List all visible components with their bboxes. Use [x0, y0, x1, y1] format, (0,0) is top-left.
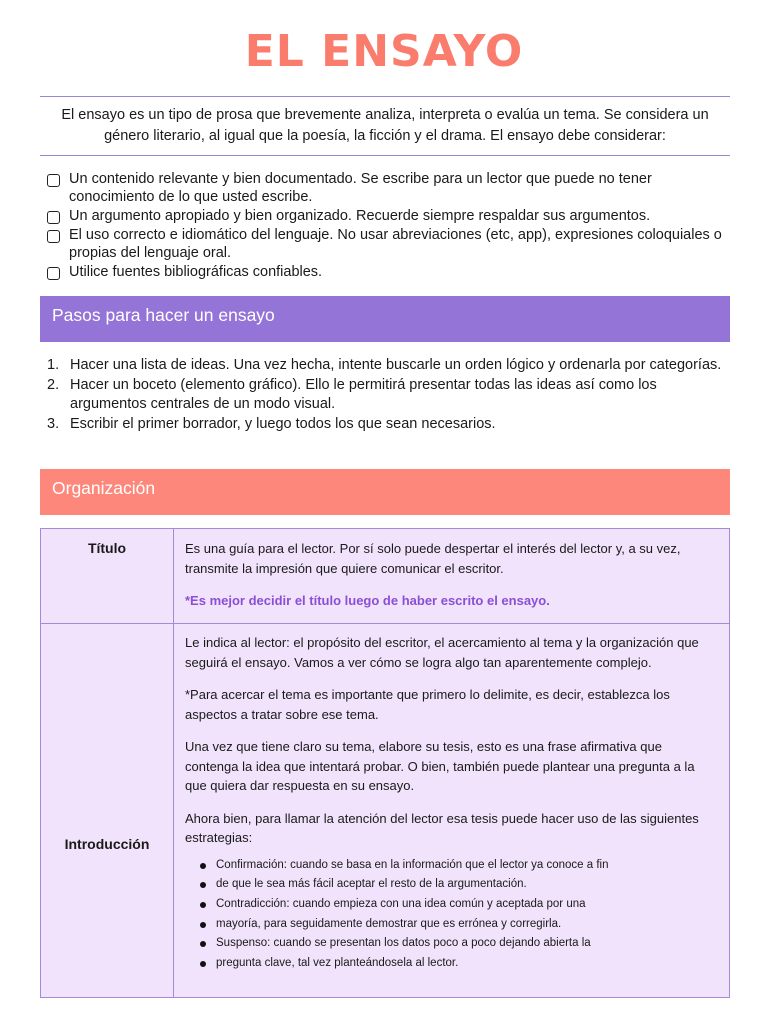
bullet-icon	[200, 941, 206, 947]
list-item-text: Confirmación: cuando se basa en la información que el lector ya conoce a fin	[216, 858, 609, 871]
checklist-item	[47, 207, 727, 225]
list-item-text: Contradicción: cuando empieza con una idea común y aceptada por una	[216, 897, 586, 910]
step-item	[47, 415, 727, 435]
checklist-item	[47, 226, 727, 262]
paragraph: *Para acercar el tema es importante que primero lo delimite, es decir, establezca los aspectos a tratar sobre ese tema.	[185, 687, 670, 722]
list-item	[185, 934, 715, 954]
paragraph: Es una guía para el lector. Por sí solo puede despertar el interés del lector y, a su vez, transmite la impresión que quiere comunicar el escritor.	[185, 541, 681, 576]
organization-table	[40, 528, 730, 998]
row-label-text: Introducción	[64, 836, 150, 852]
checkbox-icon[interactable]	[47, 230, 60, 243]
step-item	[47, 356, 727, 376]
bullet-icon	[200, 961, 206, 967]
list-item	[185, 856, 715, 876]
page-title: EL ENSAYO	[244, 26, 524, 77]
row-label	[41, 624, 174, 998]
checkbox-icon[interactable]	[47, 267, 60, 280]
list-item	[185, 915, 715, 935]
title-note: *Es mejor decidir el título luego de haber escrito el ensayo.	[185, 593, 550, 608]
row-label-text: Título	[87, 540, 127, 556]
checkbox-icon[interactable]	[47, 174, 60, 187]
bullet-icon	[200, 902, 206, 908]
steps-list	[47, 356, 727, 434]
checklist-item	[47, 170, 727, 206]
list-item-text: mayoría, para seguidamente demostrar que es errónea y corregirla.	[216, 917, 562, 930]
checklist	[47, 170, 727, 282]
checkbox-icon[interactable]	[47, 211, 60, 224]
checklist-item-text: El uso correcto e idiomático del lenguaje. No usar abreviaciones (etc, app), expresiones coloquiales o propias del lenguaje oral.	[69, 227, 722, 261]
table-row-titulo	[41, 529, 729, 624]
list-item-text: de que le sea más fácil aceptar el resto de la argumentación.	[216, 878, 527, 891]
step-text: Hacer un boceto (elemento gráfico). Ello le permitirá presentar todas las ideas así como los argumentos centrales de un modo visual.	[70, 376, 657, 412]
checklist-item-text: Utilice fuentes bibliográficas confiables.	[69, 264, 323, 280]
intro-text: El ensayo es un tipo de prosa que brevemente analiza, interpreta o evalúa un tema. Se considera un género literario, al igual que la poesía, la ficción y el drama. El ensayo debe considerar:	[40, 96, 730, 156]
step-number: 3.	[47, 415, 60, 432]
bullet-icon	[200, 922, 206, 928]
list-item-text: Suspenso: cuando se presentan los datos poco a poco dejando abierta la	[216, 937, 591, 950]
row-content	[185, 539, 715, 624]
table-row-introduccion	[41, 624, 729, 998]
steps-banner: Pasos para hacer un ensayo	[40, 296, 730, 342]
list-item	[185, 875, 715, 895]
checklist-item-text: Un contenido relevante y bien documentado. Se escribe para un lector que puede no tener conocimiento de lo que usted escribe.	[69, 171, 652, 205]
step-item	[47, 376, 727, 415]
list-item	[185, 895, 715, 915]
row-label	[41, 529, 174, 623]
paragraph: Una vez que tiene claro su tema, elabore su tesis, esto es una frase afirmativa que contenga la idea que intentará probar. O bien, también puede plantear una pregunta a la que quiera dar respuesta en su ensayo.	[185, 739, 695, 793]
list-item-text: pregunta clave, tal vez planteándosela al lector.	[216, 957, 459, 970]
paragraph: Ahora bien, para llamar la atención del lector esa tesis puede hacer uso de las siguientes estrategias:	[185, 810, 699, 845]
bullet-icon	[200, 863, 206, 869]
step-text: Escribir el primer borrador, y luego todos los que sean necesarios.	[70, 415, 496, 432]
paragraph: Le indica al lector: el propósito del escritor, el acercamiento al tema y la organización que seguirá el ensayo. Vamos a ver cómo se logra algo tan aparentemente complejo.	[185, 635, 699, 670]
strategies-list	[185, 856, 715, 974]
step-text: Hacer una lista de ideas. Una vez hecha, intente buscarle un orden lógico y ordenarla por categorías.	[70, 357, 722, 373]
checklist-item-text: Un argumento apropiado y bien organizado. Recuerde siempre respaldar sus argumentos.	[69, 208, 651, 224]
row-content	[185, 633, 715, 974]
organization-banner: Organización	[40, 469, 730, 515]
checklist-item	[47, 263, 727, 281]
step-number: 1.	[47, 357, 60, 373]
step-number: 2.	[47, 376, 60, 393]
bullet-icon	[200, 882, 206, 888]
list-item	[185, 954, 715, 974]
